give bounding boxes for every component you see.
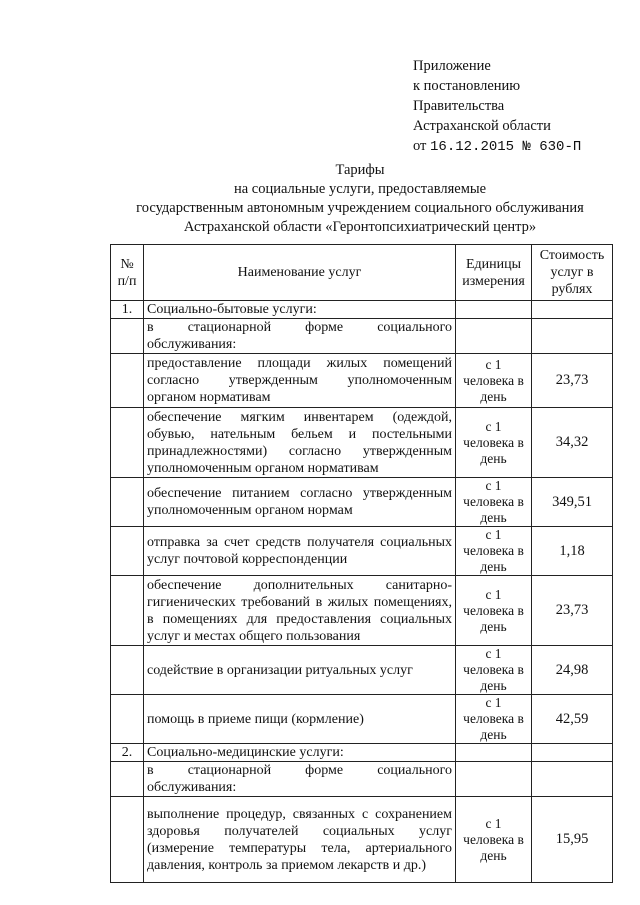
title-line-3: государственным автономным учреждением социального обслуживания	[136, 200, 584, 216]
row-num	[111, 354, 144, 408]
header-num: № п/п	[111, 245, 144, 301]
table-row	[111, 301, 613, 319]
row-name: в стационарной форме социального обслуживания:	[144, 319, 456, 354]
row-unit: с 1 человека в день	[456, 576, 532, 646]
row-price	[532, 319, 613, 354]
appendix-block	[413, 56, 581, 157]
row-unit: с 1 человека в день	[456, 527, 532, 576]
row-price: 24,98	[532, 646, 613, 695]
row-unit	[456, 319, 532, 354]
row-price: 23,73	[532, 354, 613, 408]
row-num	[111, 762, 144, 797]
row-num	[111, 408, 144, 478]
row-price: 23,73	[532, 576, 613, 646]
row-price: 42,59	[532, 695, 613, 744]
table-row	[111, 354, 613, 408]
table-row	[111, 744, 613, 762]
row-price	[532, 744, 613, 762]
document-title	[60, 161, 640, 237]
row-unit: с 1 человека в день	[456, 646, 532, 695]
appendix-line-3: Правительства	[413, 98, 505, 114]
row-price	[532, 762, 613, 797]
appendix-date-line	[413, 136, 581, 157]
table-row	[111, 478, 613, 527]
row-name: обеспечение питанием согласно утвержденным уполномоченным органом нормам	[144, 478, 456, 527]
row-name: обеспечение дополнительных санитарно-гигиенических требований в жилых помещениях, в помещениях для предоставления социальных услуг и местах общего пользования	[144, 576, 456, 646]
row-num	[111, 319, 144, 354]
table-row	[111, 408, 613, 478]
row-price	[532, 301, 613, 319]
row-price: 15,95	[532, 797, 613, 883]
appendix-line-4: Астраханской области	[413, 118, 551, 134]
table-row	[111, 762, 613, 797]
table-row	[111, 695, 613, 744]
table-row	[111, 576, 613, 646]
row-name: в стационарной форме социального обслуживания:	[144, 762, 456, 797]
table-row	[111, 319, 613, 354]
tariffs-table	[110, 244, 613, 883]
row-name: предоставление площади жилых помещений согласно утвержденным уполномоченным органом нормативам	[144, 354, 456, 408]
title-line-4: Астраханской области «Геронтопсихиатрический центр»	[183, 219, 537, 235]
row-unit	[456, 762, 532, 797]
table-row	[111, 797, 613, 883]
row-name: обеспечение мягким инвентарем (одеждой, обувью, нательным бельем и постельными принадлежностями) согласно утвержденным уполномоченным органом нормативам	[144, 408, 456, 478]
row-num	[111, 527, 144, 576]
row-price: 34,32	[532, 408, 613, 478]
row-num	[111, 478, 144, 527]
row-unit: с 1 человека в день	[456, 408, 532, 478]
row-num: 1.	[111, 301, 144, 319]
appendix-date-number: 16.12.2015 № 630-П	[430, 139, 582, 155]
row-name: содействие в организации ритуальных услуг	[144, 646, 456, 695]
row-num	[111, 695, 144, 744]
row-name: выполнение процедур, связанных с сохранением здоровья получателей социальных услуг (измерение температуры тела, артериального давления, контроль за приемом лекарств и др.)	[144, 797, 456, 883]
row-name: Социально-медицинские услуги:	[144, 744, 456, 762]
row-name: Социально-бытовые услуги:	[144, 301, 456, 319]
title-line-2: на социальные услуги, предоставляемые	[233, 181, 487, 197]
row-unit: с 1 человека в день	[456, 354, 532, 408]
appendix-line-1: Приложение	[413, 58, 491, 74]
table-header-row	[111, 245, 613, 301]
header-price: Стоимость услуг в рублях	[532, 245, 613, 301]
title-line-1: Тарифы	[335, 162, 385, 178]
row-unit: с 1 человека в день	[456, 797, 532, 883]
header-unit: Единицы измерения	[456, 245, 532, 301]
appendix-date-prefix: от	[413, 138, 427, 154]
row-num	[111, 576, 144, 646]
row-num: 2.	[111, 744, 144, 762]
table-row	[111, 646, 613, 695]
table-row	[111, 527, 613, 576]
appendix-line-2: к постановлению	[413, 78, 521, 94]
row-price: 349,51	[532, 478, 613, 527]
row-price: 1,18	[532, 527, 613, 576]
row-name: отправка за счет средств получателя социальных услуг почтовой корреспонденции	[144, 527, 456, 576]
row-unit	[456, 744, 532, 762]
row-unit	[456, 301, 532, 319]
row-num	[111, 797, 144, 883]
header-name: Наименование услуг	[144, 245, 456, 301]
row-name: помощь в приеме пищи (кормление)	[144, 695, 456, 744]
row-num	[111, 646, 144, 695]
row-unit: с 1 человека в день	[456, 478, 532, 527]
row-unit: с 1 человека в день	[456, 695, 532, 744]
